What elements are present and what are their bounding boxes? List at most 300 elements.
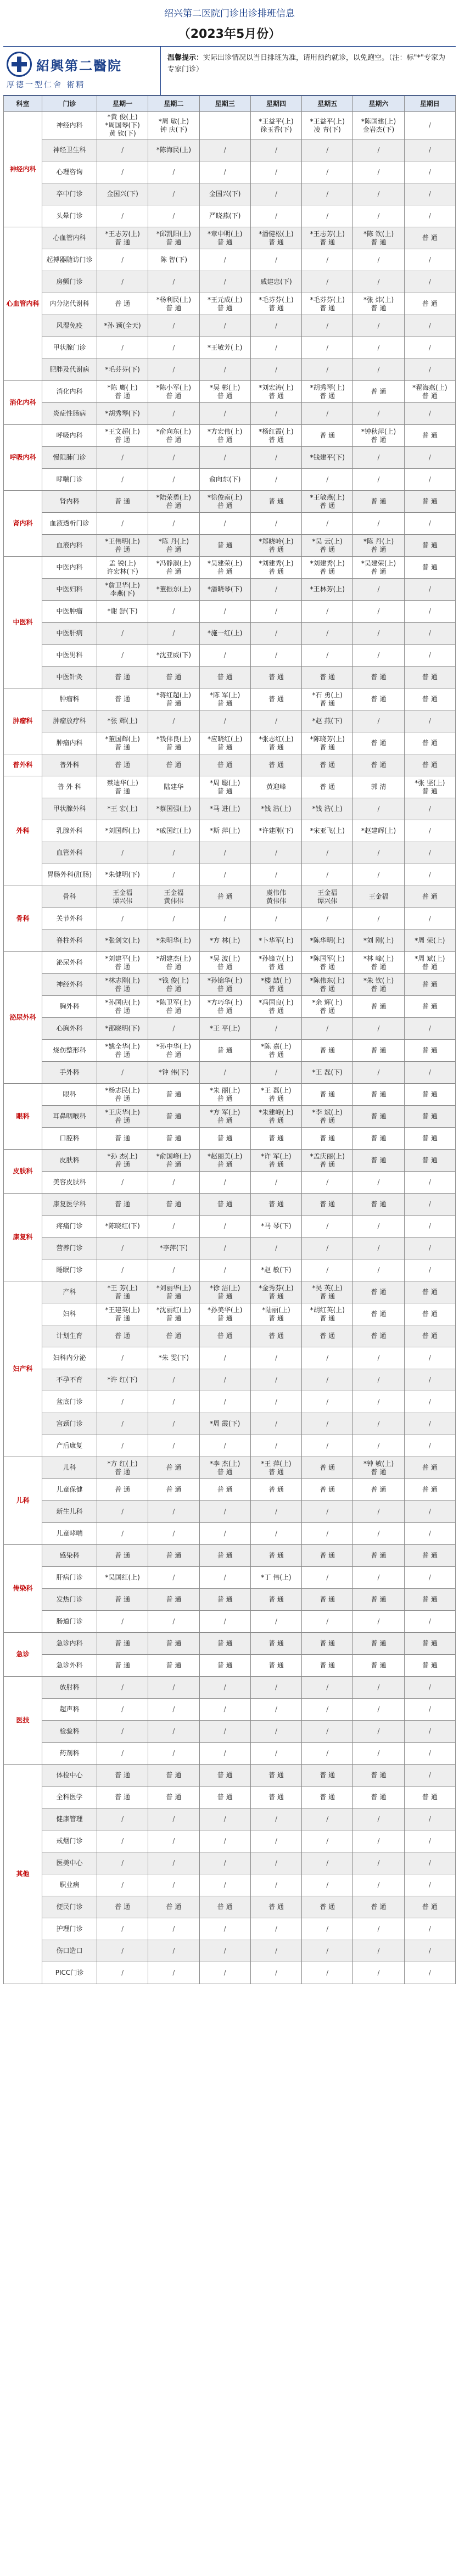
clinic-cell: 普 外 科 — [42, 776, 97, 798]
schedule-cell: 普 通 — [97, 1589, 148, 1611]
schedule-cell: / — [302, 1435, 353, 1457]
clinic-cell: 发热门诊 — [42, 1589, 97, 1611]
schedule-cell: *方巧华(上) 普 通 — [199, 996, 250, 1018]
schedule-cell: / — [404, 1216, 455, 1237]
schedule-cell: / — [404, 798, 455, 820]
schedule-cell: *徐俊南(上) 普 通 — [199, 491, 250, 513]
schedule-cell: / — [404, 1172, 455, 1194]
schedule-cell: 普 通 — [199, 667, 250, 688]
schedule-cell: / — [148, 1874, 199, 1896]
schedule-cell: 普 通 — [302, 1589, 353, 1611]
schedule-cell: / — [148, 1369, 199, 1391]
schedule-cell: *陈华明(上) — [302, 930, 353, 952]
schedule-cell: / — [250, 1435, 301, 1457]
table-row — [4, 1874, 456, 1896]
clinic-cell: 急诊内科 — [42, 1633, 97, 1655]
schedule-cell: / — [199, 1940, 250, 1962]
clinic-cell: 体检中心 — [42, 1765, 97, 1787]
schedule-cell: / — [199, 139, 250, 161]
clinic-cell: 哮喘门诊 — [42, 469, 97, 491]
schedule-cell: / — [97, 1830, 148, 1852]
table-row — [4, 1501, 456, 1523]
schedule-cell: 普 通 — [404, 886, 455, 908]
schedule-cell: 普 通 — [250, 1633, 301, 1655]
table-row — [4, 249, 456, 271]
schedule-cell: 普 通 — [302, 1655, 353, 1677]
schedule-cell: 普 通 — [353, 1084, 404, 1106]
schedule-cell: / — [250, 1918, 301, 1940]
department-cell: 其他 — [4, 1765, 42, 1984]
schedule-cell: / — [199, 842, 250, 864]
schedule-cell: 普 通 — [250, 1896, 301, 1918]
schedule-cell: / — [97, 1259, 148, 1281]
schedule-cell: *许 军(上) 普 通 — [250, 1150, 301, 1172]
schedule-cell: *陈晓红(下) — [97, 1216, 148, 1237]
schedule-cell: / — [250, 1852, 301, 1874]
schedule-cell: *张 辉(上) — [97, 710, 148, 732]
schedule-cell: *刘 刚(上) — [353, 930, 404, 952]
schedule-cell: 普 通 — [250, 1194, 301, 1216]
schedule-cell: 普 通 — [302, 1545, 353, 1567]
schedule-cell: 普 通 — [199, 535, 250, 557]
department-cell: 眼科 — [4, 1084, 42, 1150]
schedule-cell: / — [148, 403, 199, 425]
schedule-cell: / — [199, 710, 250, 732]
schedule-cell: / — [302, 1677, 353, 1699]
table-row — [4, 1830, 456, 1852]
schedule-cell: / — [199, 1721, 250, 1743]
schedule-cell: / — [353, 1501, 404, 1523]
table-row — [4, 842, 456, 864]
schedule-cell: 普 通 — [353, 996, 404, 1018]
schedule-cell: / — [353, 403, 404, 425]
schedule-cell: 戚建忠(下) — [250, 271, 301, 293]
schedule-cell: *朱建峰(上) 普 通 — [250, 1106, 301, 1128]
clinic-cell: 中医妇科 — [42, 579, 97, 601]
department-cell: 泌尿外科 — [4, 952, 42, 1084]
schedule-cell: / — [97, 139, 148, 161]
schedule-cell: 普 通 — [302, 1765, 353, 1787]
schedule-cell: / — [353, 139, 404, 161]
schedule-cell: / — [250, 1501, 301, 1523]
schedule-cell: 俞向东(下) — [199, 469, 250, 491]
schedule-cell: *方 军(上) 普 通 — [199, 1106, 250, 1128]
schedule-cell: *陈小军(上) 普 通 — [148, 381, 199, 403]
schedule-cell: 普 通 — [199, 1589, 250, 1611]
department-cell: 神经内科 — [4, 112, 42, 227]
schedule-cell: / — [97, 271, 148, 293]
table-row — [4, 1303, 456, 1325]
clinic-cell: 呼吸内科 — [42, 425, 97, 447]
table-row — [4, 688, 456, 710]
schedule-cell: / — [404, 1413, 455, 1435]
schedule-cell: *沈亚威(下) — [148, 645, 199, 667]
schedule-cell: / — [404, 183, 455, 205]
schedule-cell: / — [199, 315, 250, 337]
table-row — [4, 1611, 456, 1633]
table-row — [4, 1040, 456, 1062]
schedule-cell: / — [404, 1874, 455, 1896]
schedule-cell: / — [199, 1918, 250, 1940]
schedule-cell: / — [250, 864, 301, 886]
clinic-cell: 血液内科 — [42, 535, 97, 557]
schedule-cell: *刘建秀(上) 普 通 — [250, 557, 301, 579]
schedule-cell: / — [97, 249, 148, 271]
schedule-cell: / — [148, 1852, 199, 1874]
table-row — [4, 513, 456, 535]
schedule-cell: / — [353, 601, 404, 623]
schedule-cell: *孙 杰(上) 普 通 — [97, 1150, 148, 1172]
schedule-cell: *陈 军(上) 普 通 — [199, 688, 250, 710]
schedule-cell: / — [353, 908, 404, 930]
schedule-cell: *吴 云(上) 普 通 — [302, 535, 353, 557]
schedule-cell: *翟海燕(上) 普 通 — [404, 381, 455, 403]
schedule-cell: *董国辉(上) 普 通 — [97, 732, 148, 754]
schedule-cell: *楼 喆(上) 普 通 — [250, 974, 301, 996]
schedule-cell: / — [97, 1852, 148, 1874]
clinic-cell: 头晕门诊 — [42, 205, 97, 227]
table-row — [4, 645, 456, 667]
schedule-cell: 普 通 — [148, 1589, 199, 1611]
clinic-cell: 儿童哮喘 — [42, 1523, 97, 1545]
schedule-cell: / — [302, 1237, 353, 1259]
schedule-cell: *方宏伟(上) 普 通 — [199, 425, 250, 447]
schedule-cell: / — [97, 1347, 148, 1369]
schedule-cell: / — [148, 359, 199, 381]
schedule-cell: / — [404, 1237, 455, 1259]
schedule-cell: 普 通 — [199, 1128, 250, 1150]
page-title: 绍兴第二医院门诊出诊排班信息 — [164, 8, 295, 19]
schedule-cell: / — [199, 1962, 250, 1984]
schedule-cell: / — [302, 183, 353, 205]
schedule-cell: / — [302, 1567, 353, 1589]
clinic-cell: 房颤门诊 — [42, 271, 97, 293]
schedule-cell: 普 通 — [404, 1479, 455, 1501]
schedule-cell: 普 通 — [404, 1281, 455, 1303]
schedule-cell: *陆荣勇(上) 普 通 — [148, 491, 199, 513]
clinic-cell: 血液透析门诊 — [42, 513, 97, 535]
schedule-cell: 金国兴(下) — [97, 183, 148, 205]
schedule-cell: / — [199, 1830, 250, 1852]
schedule-cell: / — [97, 1743, 148, 1765]
schedule-cell: / — [302, 908, 353, 930]
schedule-cell: 普 通 — [353, 1787, 404, 1808]
schedule-cell: 普 通 — [353, 1479, 404, 1501]
schedule-cell: / — [404, 1852, 455, 1874]
schedule-cell: 普 通 — [250, 1479, 301, 1501]
schedule-cell: *杨利民(上) 普 通 — [148, 293, 199, 315]
schedule-cell: / — [302, 403, 353, 425]
schedule-cell: / — [97, 161, 148, 183]
schedule-cell: 普 通 — [302, 1194, 353, 1216]
clinic-cell: 妇科 — [42, 1303, 97, 1325]
table-row — [4, 183, 456, 205]
schedule-cell: 普 通 — [404, 1787, 455, 1808]
schedule-cell: / — [404, 1830, 455, 1852]
table-row — [4, 491, 456, 513]
clinic-cell: 神经内科 — [42, 112, 97, 139]
schedule-cell: / — [302, 1369, 353, 1391]
schedule-cell: / — [250, 447, 301, 469]
table-row — [4, 359, 456, 381]
schedule-cell: 普 通 — [97, 1765, 148, 1787]
table-row — [4, 952, 456, 974]
notice — [161, 47, 456, 95]
schedule-cell: / — [404, 161, 455, 183]
schedule-cell: / — [250, 1369, 301, 1391]
clinic-cell: 美容皮肤科 — [42, 1172, 97, 1194]
schedule-cell: *陈 鹰(上) 普 通 — [97, 381, 148, 403]
table-row — [4, 754, 456, 776]
schedule-cell: 普 通 — [302, 1084, 353, 1106]
clinic-cell: 护理门诊 — [42, 1918, 97, 1940]
clinic-cell: 康复医学科 — [42, 1194, 97, 1216]
clinic-cell: 产科 — [42, 1281, 97, 1303]
schedule-cell: / — [199, 1567, 250, 1589]
schedule-cell: *徐 洁(上) 普 通 — [199, 1281, 250, 1303]
schedule-cell: / — [97, 1611, 148, 1633]
schedule-cell: 普 通 — [353, 1325, 404, 1347]
schedule-cell: 普 通 — [199, 886, 250, 908]
schedule-cell: / — [353, 645, 404, 667]
schedule-cell: / — [302, 469, 353, 491]
department-cell: 皮肤科 — [4, 1150, 42, 1194]
schedule-cell: / — [97, 1523, 148, 1545]
schedule-cell: *刘宏涛(上) 普 通 — [250, 381, 301, 403]
clinic-cell: 口腔科 — [42, 1128, 97, 1150]
schedule-cell: / — [404, 112, 455, 139]
schedule-cell: 普 通 — [404, 1150, 455, 1172]
table-row — [4, 1589, 456, 1611]
schedule-cell: / — [353, 1874, 404, 1896]
schedule-cell: / — [353, 1435, 404, 1457]
schedule-cell: / — [353, 447, 404, 469]
schedule-cell: / — [148, 1808, 199, 1830]
clinic-cell: 肿瘤放疗科 — [42, 710, 97, 732]
schedule-cell: / — [404, 842, 455, 864]
column-header: 星期日 — [404, 96, 455, 112]
table-row — [4, 776, 456, 798]
schedule-cell: *杨志民(上) 普 通 — [97, 1084, 148, 1106]
table-row — [4, 1413, 456, 1435]
clinic-cell: 手外科 — [42, 1062, 97, 1084]
schedule-cell: *朱 丽(上) 普 通 — [199, 1084, 250, 1106]
schedule-cell: 普 通 — [404, 1040, 455, 1062]
schedule-table — [3, 96, 456, 1984]
clinic-cell: 宫颈门诊 — [42, 1413, 97, 1435]
schedule-cell: 普 通 — [353, 667, 404, 688]
schedule-cell: / — [250, 1062, 301, 1084]
schedule-cell: 普 通 — [199, 1545, 250, 1567]
schedule-cell: *马 琴(下) — [250, 1216, 301, 1237]
schedule-cell: / — [353, 183, 404, 205]
schedule-cell: / — [148, 1743, 199, 1765]
schedule-cell: *董振东(上) — [148, 579, 199, 601]
schedule-cell: 普 通 — [97, 1325, 148, 1347]
schedule-cell: *邱凯阳(上) 普 通 — [148, 227, 199, 249]
schedule-cell: *钱 俊(上) 普 通 — [148, 974, 199, 996]
clinic-cell: 全科医学 — [42, 1787, 97, 1808]
schedule-cell: / — [250, 513, 301, 535]
table-row — [4, 579, 456, 601]
schedule-cell: / — [199, 908, 250, 930]
schedule-cell: *卜华军(上) — [250, 930, 301, 952]
schedule-cell: 普 通 — [404, 1303, 455, 1325]
schedule-cell: / — [148, 1413, 199, 1435]
schedule-cell: *毛芬芬(上) 普 通 — [250, 293, 301, 315]
schedule-cell: *胡秀琴(下) — [97, 403, 148, 425]
clinic-cell: 儿童保健 — [42, 1479, 97, 1501]
schedule-cell: / — [353, 623, 404, 645]
schedule-cell: / — [353, 1237, 404, 1259]
schedule-cell: *陈国军(上) 普 通 — [302, 952, 353, 974]
schedule-cell: / — [302, 1018, 353, 1040]
schedule-cell: 普 通 — [353, 1303, 404, 1325]
clinic-cell: 肿瘤科 — [42, 688, 97, 710]
schedule-cell: *周 斌(上) 普 通 — [404, 952, 455, 974]
schedule-cell: 普 通 — [250, 1128, 301, 1150]
clinic-cell: 神经外科 — [42, 974, 97, 996]
department-cell: 心血管内科 — [4, 227, 42, 381]
schedule-cell: / — [97, 842, 148, 864]
table-row — [4, 996, 456, 1018]
schedule-cell: / — [199, 359, 250, 381]
schedule-cell: *张 坚(上) 普 通 — [404, 776, 455, 798]
schedule-cell: / — [302, 1830, 353, 1852]
schedule-cell: / — [404, 1435, 455, 1457]
schedule-cell: / — [404, 623, 455, 645]
schedule-cell: 普 通 — [148, 1765, 199, 1787]
schedule-cell: / — [199, 249, 250, 271]
schedule-cell: *宋亚飞(上) — [302, 820, 353, 842]
clinic-cell: 便民门诊 — [42, 1896, 97, 1918]
schedule-cell: *王 芳(上) 普 通 — [97, 1281, 148, 1303]
table-row — [4, 1435, 456, 1457]
schedule-cell: 普 通 — [404, 688, 455, 710]
schedule-cell: 普 通 — [250, 1765, 301, 1787]
clinic-cell: 健康管理 — [42, 1808, 97, 1830]
schedule-cell: / — [250, 1611, 301, 1633]
schedule-cell: / — [199, 1874, 250, 1896]
schedule-cell: 普 通 — [404, 1545, 455, 1567]
clinic-cell: 甲状腺门诊 — [42, 337, 97, 359]
schedule-cell: 普 通 — [199, 1633, 250, 1655]
schedule-cell: / — [250, 623, 301, 645]
schedule-cell: *孙锦华(上) 普 通 — [199, 974, 250, 996]
schedule-cell: 普 通 — [353, 1128, 404, 1150]
schedule-cell: *吴 波(上) 普 通 — [199, 952, 250, 974]
schedule-cell: *许 红(下) — [97, 1369, 148, 1391]
table-body — [4, 112, 456, 1984]
notice-label: 温馨提示： — [167, 54, 204, 62]
schedule-cell: / — [148, 864, 199, 886]
schedule-cell: 普 通 — [353, 688, 404, 710]
schedule-cell: / — [302, 1874, 353, 1896]
schedule-cell: / — [250, 205, 301, 227]
schedule-cell: *王敏芳(上) — [199, 337, 250, 359]
schedule-cell: / — [97, 513, 148, 535]
schedule-cell: / — [97, 645, 148, 667]
clinic-cell: 药剂科 — [42, 1743, 97, 1765]
clinic-cell: 中医内科 — [42, 557, 97, 579]
table-row — [4, 1633, 456, 1655]
schedule-cell: *潘健松(上) 普 通 — [250, 227, 301, 249]
schedule-cell: / — [353, 249, 404, 271]
schedule-cell: *钟 敏(上) 普 通 — [353, 1457, 404, 1479]
schedule-cell: *沈丽红(上) 普 通 — [148, 1303, 199, 1325]
schedule-cell: *张剑文(上) — [97, 930, 148, 952]
schedule-cell: / — [199, 1172, 250, 1194]
schedule-cell: *王敏燕(上) 普 通 — [302, 491, 353, 513]
clinic-cell: 脊柱外科 — [42, 930, 97, 952]
clinic-cell: 乳腺外科 — [42, 820, 97, 842]
schedule-cell: 普 通 — [250, 491, 301, 513]
clinic-cell: 皮肤科 — [42, 1150, 97, 1172]
schedule-cell: 普 通 — [148, 1479, 199, 1501]
table-row — [4, 1106, 456, 1128]
schedule-cell: / — [302, 1808, 353, 1830]
schedule-cell: / — [148, 1018, 199, 1040]
schedule-cell: / — [302, 1962, 353, 1984]
schedule-cell: / — [250, 139, 301, 161]
schedule-cell: *詹卫华(上) 李燕(下) — [97, 579, 148, 601]
schedule-cell: / — [404, 1567, 455, 1589]
schedule-cell: / — [199, 1369, 250, 1391]
schedule-cell: / — [404, 249, 455, 271]
clinic-cell: 肿瘤内科 — [42, 732, 97, 754]
column-header: 科室 — [4, 96, 42, 112]
page-subtitle: （2023年5月份） — [3, 23, 456, 47]
schedule-cell: 普 通 — [250, 1655, 301, 1677]
schedule-cell: / — [353, 337, 404, 359]
table-row — [4, 710, 456, 732]
schedule-cell: / — [148, 1567, 199, 1589]
schedule-cell: / — [353, 469, 404, 491]
schedule-cell: / — [199, 1259, 250, 1281]
schedule-cell: / — [250, 161, 301, 183]
department-cell: 肾内科 — [4, 491, 42, 557]
schedule-cell: 普 通 — [353, 1589, 404, 1611]
schedule-cell: / — [148, 1940, 199, 1962]
table-row — [4, 1896, 456, 1918]
table-row — [4, 974, 456, 996]
table-row — [4, 1479, 456, 1501]
clinic-cell: 神经卫生科 — [42, 139, 97, 161]
schedule-cell: / — [97, 1237, 148, 1259]
schedule-cell: *余 辉(上) 普 通 — [302, 996, 353, 1018]
schedule-cell: *王文超(上) 普 通 — [97, 425, 148, 447]
cross-icon — [7, 52, 32, 77]
schedule-cell: *赵 燕(下) — [302, 710, 353, 732]
clinic-cell: 睡眠门诊 — [42, 1259, 97, 1281]
schedule-cell: / — [353, 864, 404, 886]
schedule-cell: / — [353, 1918, 404, 1940]
schedule-cell: / — [250, 1830, 301, 1852]
schedule-cell: / — [250, 183, 301, 205]
schedule-cell: / — [97, 908, 148, 930]
schedule-cell: 普 通 — [199, 1479, 250, 1501]
schedule-cell: / — [404, 337, 455, 359]
schedule-cell: 普 通 — [250, 754, 301, 776]
department-cell: 传染科 — [4, 1545, 42, 1633]
schedule-cell: / — [404, 1677, 455, 1699]
clinic-cell: 胸外科 — [42, 996, 97, 1018]
table-row — [4, 425, 456, 447]
schedule-cell: *林 峰(上) 普 通 — [353, 952, 404, 974]
schedule-cell: 普 通 — [250, 667, 301, 688]
schedule-cell: *胡秀琴(上) 普 通 — [302, 381, 353, 403]
schedule-cell: 普 通 — [199, 1040, 250, 1062]
